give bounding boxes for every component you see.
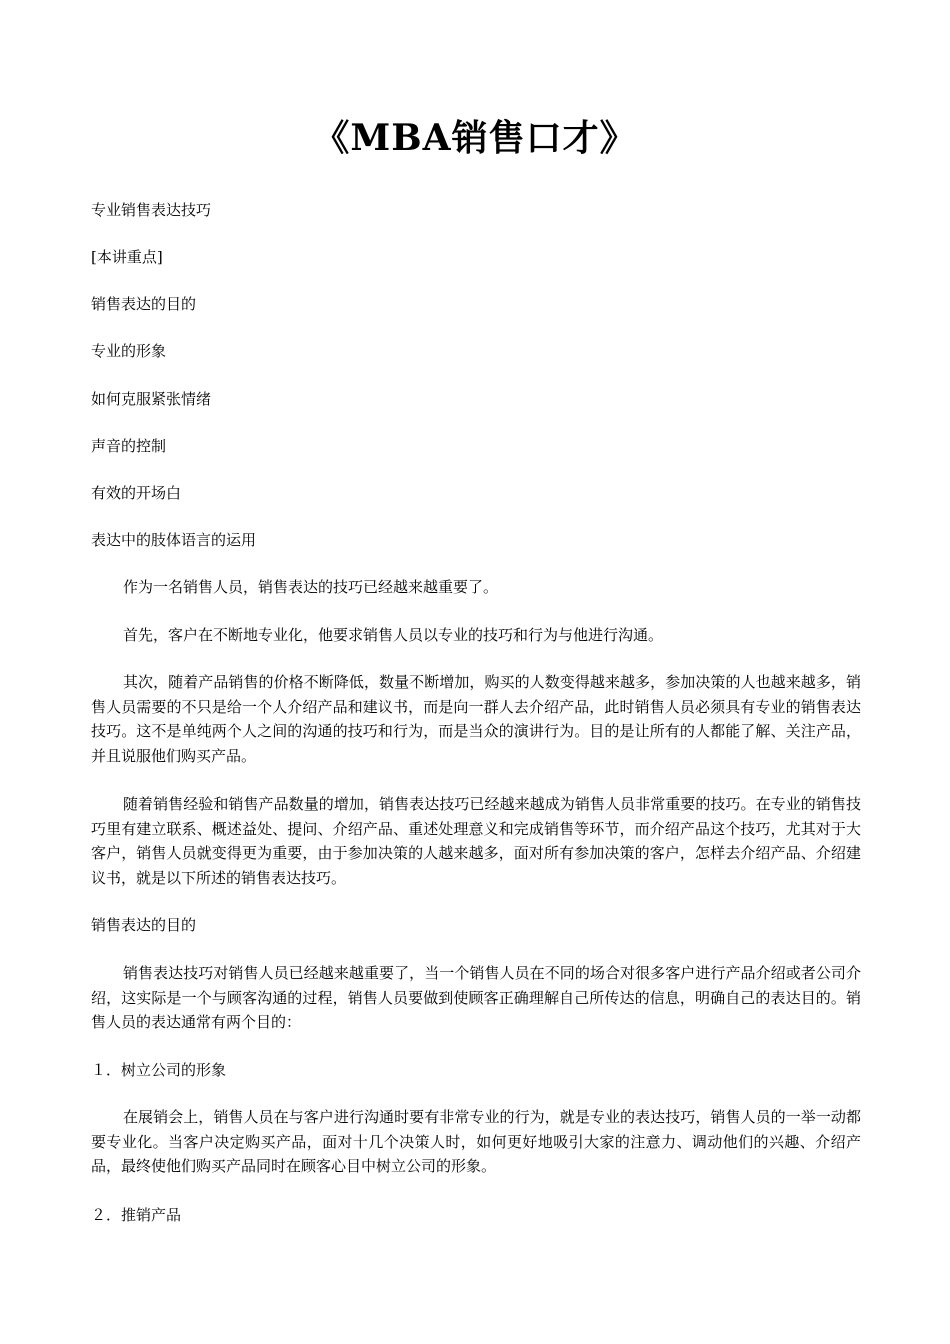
key-point-item: 销售表达的目的: [91, 295, 197, 313]
numbered-paragraph: 在展销会上，销售人员在与客户进行沟通时要有非常专业的行为，就是专业的表达技巧，销售人员的一举一动都要专业化。当客户决定购买产品，面对十几个决策人时，如何更好地吸引大家的注意力、调动他们的兴趣、介绍产品，最终使他们购买产品同时在顾客心目中树立公司的形象。: [91, 1108, 861, 1175]
body-paragraph: 随着销售经验和销售产品数量的增加，销售表达技巧已经越来越成为销售人员非常重要的技巧。在专业的销售技巧里有建立联系、概述益处、提问、介绍产品、重述处理意义和完成销售等环节，而介绍产品这个技巧，尤其对于大客户，销售人员就变得更为重要，由于参加决策的人越来越多，面对所有参加决策的客户，怎样去介绍产品、介绍建议书，就是以下所述的销售表达技巧。: [91, 795, 861, 887]
body-paragraph: 首先，客户在不断地专业化，他要求销售人员以专业的技巧和行为与他进行沟通。: [123, 626, 664, 644]
numbered-heading: １．树立公司的形象: [91, 1061, 227, 1079]
body-paragraph: 其次，随着产品销售的价格不断降低，数量不断增加，购买的人数变得越来越多，参加决策的人也越来越多，销售人员需要的不只是给一个人介绍产品和建议书，而是向一群人去介绍产品，此时销售人员必须具有专业的销售表达技巧。这不是单纯两个人之间的沟通的技巧和行为，而是当众的演讲行为。目的是让所有的人都能了解、关注产品，并且说服他们购买产品。: [91, 673, 861, 765]
key-point-item: 专业的形象: [91, 342, 167, 360]
key-point-item: 表达中的肢体语言的运用: [91, 531, 257, 549]
key-point-item: 如何克服紧张情绪: [91, 390, 212, 408]
document-subtitle: 专业销售表达技巧: [91, 201, 212, 219]
key-points-heading: [本讲重点]: [91, 248, 163, 266]
section-heading: 销售表达的目的: [91, 916, 197, 934]
key-point-item: 有效的开场白: [91, 484, 182, 502]
key-point-item: 声音的控制: [91, 437, 167, 455]
body-paragraph: 作为一名销售人员，销售表达的技巧已经越来越重要了。: [123, 578, 499, 596]
section-paragraph: 销售表达技巧对销售人员已经越来越重要了，当一个销售人员在不同的场合对很多客户进行产品介绍或者公司介绍，这实际是一个与顾客沟通的过程，销售人员要做到使顾客正确理解自己所传达的信息，明确自己的表达目的。销售人员的表达通常有两个目的：: [91, 964, 861, 1031]
numbered-heading: ２．推销产品: [91, 1206, 182, 1224]
document-title: 《MBA销售口才》: [313, 117, 637, 159]
